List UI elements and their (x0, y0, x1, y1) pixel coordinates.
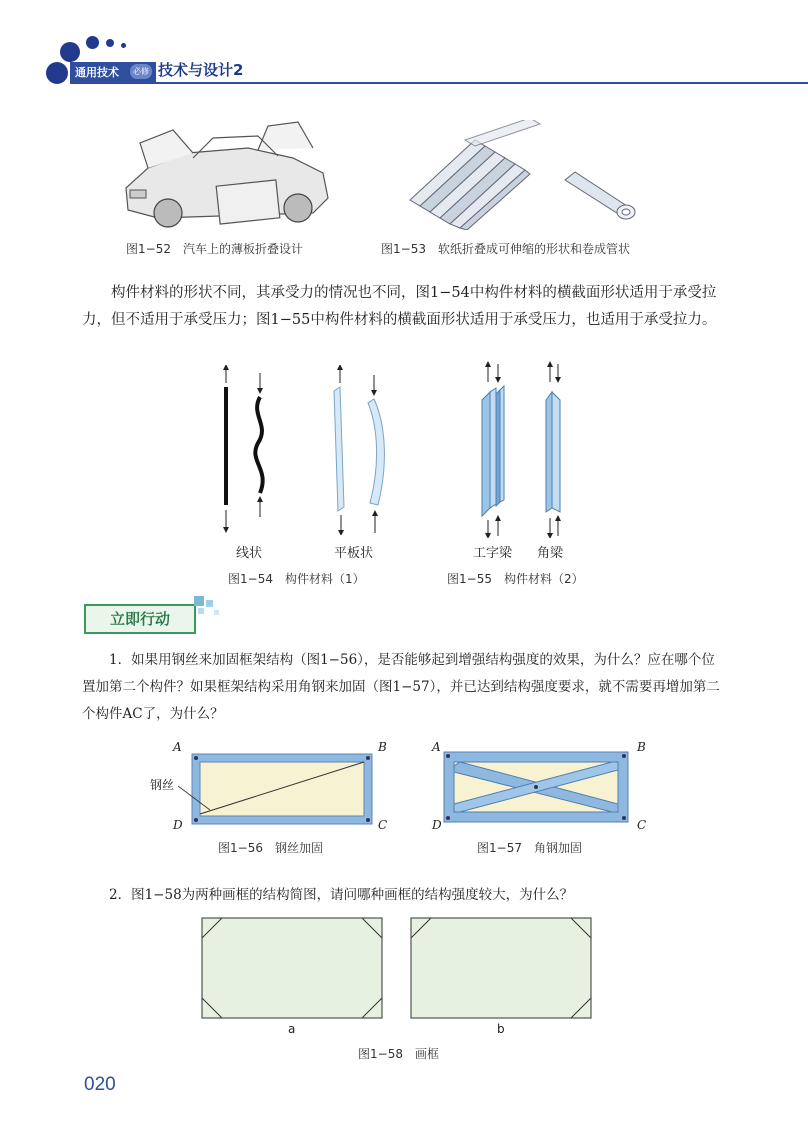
fig55-diagram (470, 360, 580, 538)
header-series: 通用技术 (75, 66, 119, 79)
fig58-caption: 图1−58 画框 (358, 1047, 439, 1061)
fig55-caption: 图1−55 构件材料（2） (447, 572, 584, 586)
fig57-point-b: B (637, 740, 646, 754)
fig57-frame (440, 744, 636, 828)
plate-straight (334, 387, 344, 511)
wire-bent (255, 397, 262, 493)
header-book-title: 技术与设计2 (158, 61, 244, 79)
header-dot-tiny (121, 43, 126, 48)
section-deco-squares (194, 596, 220, 618)
header-dot-medium (86, 36, 99, 49)
fig52-caption: 图1−52 汽车上的薄板折叠设计 (126, 242, 303, 256)
fig57-point-d: D (432, 818, 442, 832)
header-dot-large (60, 42, 80, 62)
fig56-point-b: B (378, 740, 387, 754)
i-beam (482, 386, 504, 516)
header-rule (70, 82, 808, 84)
question-2-text: 2．图1−58为两种画框的结构简图，请问哪种画框的结构强度较大，为什么？ (109, 887, 574, 903)
fig55-label-ibeam: 工字梁 (473, 546, 513, 561)
body-paragraph-text: 构件材料的形状不同，其承受力的情况也不同，图1−54中构件材料的横截面形状适用于承受拉力，但不适用于承受压力；图1−55中构件材料的横截面形状适用于承受压力，也适用于承受拉力。 (82, 285, 717, 328)
fig58-frame-b (409, 916, 593, 1020)
header-badge: 必修 (130, 64, 152, 79)
fig57-caption: 图1−57 角钢加固 (477, 841, 582, 855)
header-dot-small (106, 39, 114, 47)
fig56-point-c: C (378, 818, 388, 832)
fig54-caption: 图1−54 构件材料（1） (228, 572, 365, 586)
fig56-wire-leader (176, 784, 216, 814)
fig58-frame-a (200, 916, 384, 1020)
car-illustration (118, 118, 338, 233)
fig54-label-plate: 平板状 (334, 546, 374, 561)
question-2 (82, 882, 722, 909)
fig56-point-a: A (173, 740, 182, 754)
fig58-label-b: b (497, 1022, 505, 1036)
question-1 (82, 647, 722, 728)
folded-paper-illustration (405, 120, 645, 230)
section-title: 立即行动 (84, 604, 196, 634)
fig56-caption: 图1−56 钢丝加固 (218, 841, 323, 855)
header-dot-base (46, 62, 68, 84)
angle-beam (546, 392, 560, 512)
body-paragraph (82, 280, 722, 334)
fig57-point-a: A (432, 740, 441, 754)
page-number: 020 (84, 1074, 116, 1095)
fig56-wire-label: 钢丝 (150, 778, 175, 792)
fig57-point-c: C (637, 818, 647, 832)
fig56-point-d: D (173, 818, 183, 832)
plate-bent (368, 399, 384, 505)
fig54-diagram (210, 365, 400, 535)
fig54-label-line: 线状 (236, 546, 263, 561)
fig58-label-a: a (288, 1022, 296, 1036)
fig53-caption: 图1−53 软纸折叠成可伸缩的形状和卷成管状 (381, 242, 630, 256)
question-1-text: 1．如果用钢丝来加固框架结构（图1−56），是否能够起到增强结构强度的效果，为什么？应在哪个位置加第二个构件？如果框架结构采用角钢来加固（图1−57），并已达到结构强度要求，就不需要再增加第二个构件AC了，为什么？ (82, 652, 720, 722)
fig55-label-angle: 角梁 (537, 546, 564, 561)
